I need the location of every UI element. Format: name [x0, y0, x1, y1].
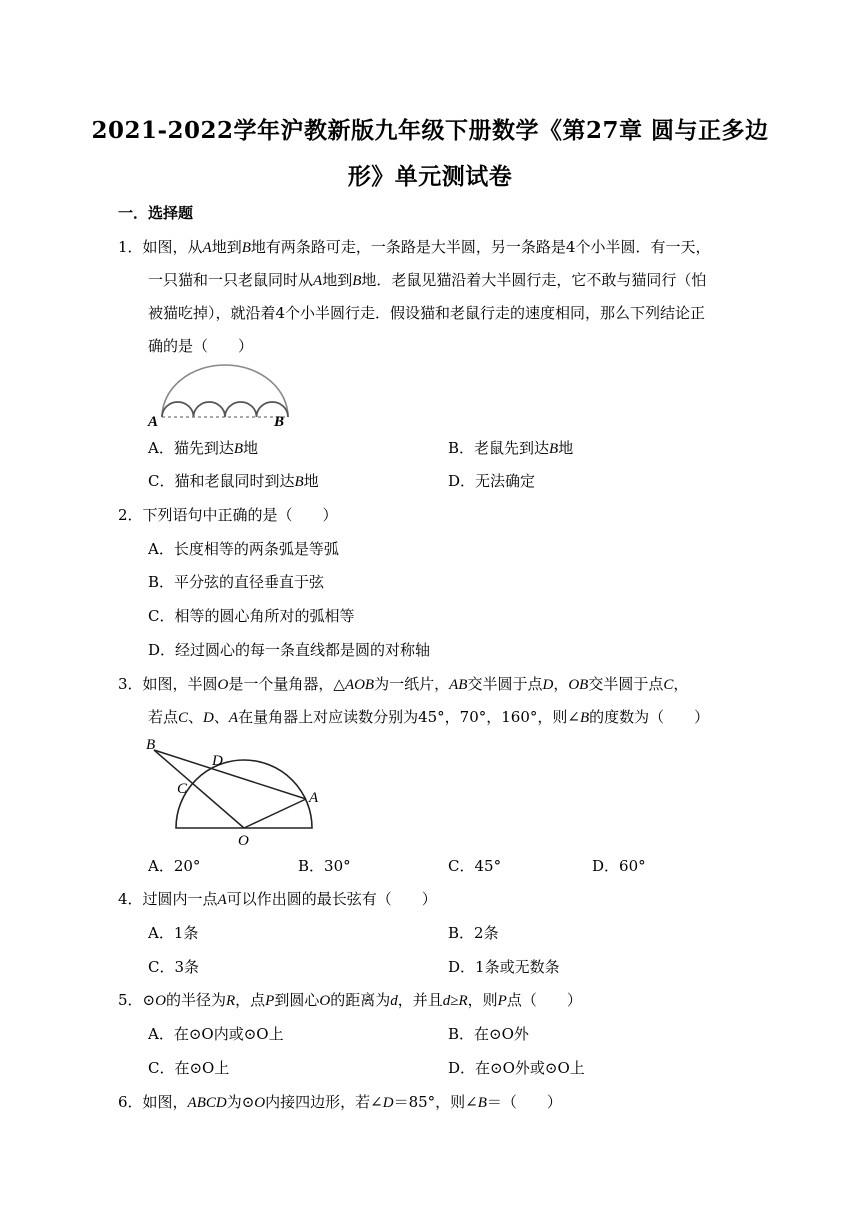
q4-option-B: B．2条 [448, 924, 499, 942]
q3-protractor-figure [140, 735, 330, 850]
q1-line3: 被猫吃掉），就沿着4个小半圆行走．假设猫和老鼠行走的速度相同，那么下列结论正 [148, 304, 706, 322]
segment-OA [244, 799, 306, 828]
doc-title-line2: 形》单元测试卷 [347, 163, 513, 190]
q2-option-C: C．相等的圆心角所对的弧相等 [148, 607, 355, 625]
q1-option-D: D．无法确定 [448, 472, 536, 490]
q5-option-B: B．在⊙O外 [448, 1025, 529, 1043]
q4-option-D: D．1条或无数条 [448, 958, 560, 976]
q3-line1: 3．如图，半圆O是一个量角器，△AOB为一纸片，AB交半圆于点D，OB交半圆于点C， [118, 675, 689, 693]
q6-stem: 6．如图，ABCD为⊙O内接四边形，若∠D＝85°，则∠B＝（ ） [118, 1093, 562, 1111]
q3-option-D: D．60° [592, 857, 646, 875]
fig-label-A: A [148, 414, 159, 430]
q1-option-B: B．老鼠先到达B地 [448, 439, 574, 457]
q1-option-C: C．猫和老鼠同时到达B地 [148, 472, 319, 490]
q4-option-A: A．1条 [148, 924, 199, 942]
fig-label-A: A [309, 790, 319, 806]
q2-option-A: A．长度相等的两条弧是等弧 [148, 540, 339, 558]
section-heading: 一．选择题 [118, 204, 194, 222]
fig-label-C: C [177, 781, 188, 797]
q3-option-A: A．20° [148, 857, 201, 875]
q3-line2: 若点C、D、A在量角器上对应读数分别为45°，70°，160°，则∠B的度数为（ ） [148, 708, 710, 726]
small-semicircles [162, 402, 288, 417]
fig-label-O: O [238, 833, 249, 849]
large-semicircle [162, 365, 288, 417]
q2-option-B: B．平分弦的直径垂直于弦 [148, 573, 325, 591]
q1-line1: 1．如图，从A地到B地有两条路可走，一条路是大半圆，另一条路是4个小半圆．有一天， [118, 238, 711, 256]
q5-stem: 5．⊙O的半径为R，点P到圆心O的距离为d，并且d≥R，则P点（ ） [118, 991, 582, 1009]
q1-semicircle-figure [140, 360, 290, 432]
q2-stem: 2．下列语句中正确的是（ ） [118, 506, 338, 524]
doc-title-line1: 2021-2022学年沪教新版九年级下册数学《第27章 圆与正多边 [91, 117, 769, 144]
q1-line4: 确的是（ ） [148, 337, 254, 355]
q2-option-D: D．经过圆心的每一条直线都是圆的对称轴 [148, 641, 431, 659]
q3-option-C: C．45° [448, 857, 502, 875]
fig-label-B: B [274, 414, 285, 430]
q1-option-A: A．猫先到达B地 [148, 439, 259, 457]
fig-label-D: D [212, 753, 223, 769]
q5-option-C: C．在⊙O上 [148, 1059, 230, 1077]
q1-line2: 一只猫和一只老鼠同时从A地到B地．老鼠见猫沿着大半圆行走，它不敢与猫同行（怕 [148, 271, 707, 289]
q3-option-B: B．30° [298, 857, 351, 875]
q4-stem: 4．过圆内一点A可以作出圆的最长弦有（ ） [118, 890, 437, 908]
q5-option-D: D．在⊙O外或⊙O上 [448, 1059, 585, 1077]
fig-label-B: B [146, 737, 156, 753]
q5-option-A: A．在⊙O内或⊙O上 [148, 1025, 284, 1043]
q4-option-C: C．3条 [148, 958, 200, 976]
